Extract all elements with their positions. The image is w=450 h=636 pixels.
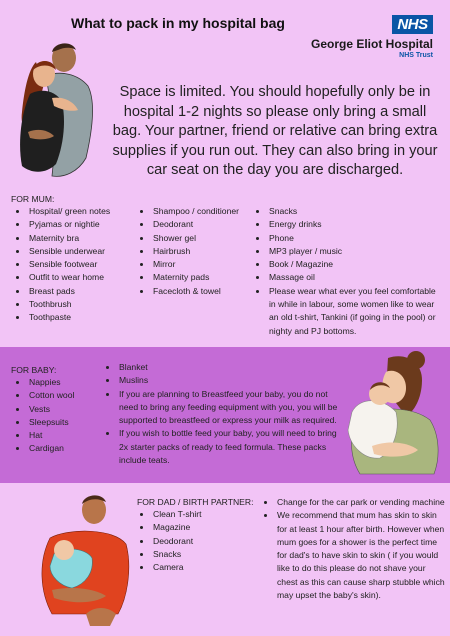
list-item: • Toothpaste [28,311,144,324]
list-item: • If you are planning to Breastfeed your baby, you do not need to bring any feeding equipment with you, you will be supported to breastfeed or express your milk as required. [118,388,348,428]
hospital-name: George Eliot Hospital [310,37,433,51]
list-item: • If you wish to bottle feed your baby, you will need to bring 2x starter packs of ready to feed formula. These packs include teats. [118,427,348,467]
nhs-logo: NHS [392,15,433,34]
list-item: • MP3 player / music [268,245,444,258]
list-item: • Vests [28,403,114,416]
list-item: • Shower gel [152,232,268,245]
list-item: • Please wear what ever you feel comfortable in while in labour, some women like to wear an old t-shirt, Tankini (if going in the pool) or nighty and PJ bottoms. [268,285,444,338]
dad-heading: FOR DAD / BIRTH PARTNER: [137,497,254,507]
page-title: What to pack in my hospital bag [71,15,285,31]
mother-holding-baby-icon [336,350,442,478]
list-item: • Facecloth & towel [152,285,268,298]
couple-embrace-icon [8,40,100,182]
list-item: • Hospital/ green notes [28,205,144,218]
list-item: • Deodorant [152,218,268,231]
list-item: • Cotton wool [28,389,114,402]
list-item: • Change for the car park or vending machine [276,496,446,509]
list-item: • Snacks [268,205,444,218]
list-item: • Hairbrush [152,245,268,258]
list-item: • Muslins [118,374,348,387]
list-item: • Toothbrush [28,298,144,311]
list-item: • Hat [28,429,114,442]
baby-list-col2 [104,361,348,467]
list-item: • Sleepsuits [28,416,114,429]
list-item: • Massage oil [268,271,444,284]
list-item: • Blanket [118,361,348,374]
list-item: • Clean T-shirt [152,508,266,521]
mum-list-col2 [138,205,268,298]
mum-heading: FOR MUM: [11,194,55,204]
trust-name: NHS Trust [399,52,433,59]
mum-list-col1 [14,205,144,325]
list-item: • Breast pads [28,285,144,298]
list-item: • Outfit to wear home [28,271,144,284]
list-item: • Cardigan [28,442,114,455]
list-item: • Mirror [152,258,268,271]
dad-list-col1 [138,508,266,574]
dad-list-col2 [262,496,446,602]
baby-list-col1 [14,376,114,456]
list-item: • Camera [152,561,266,574]
list-item: • Magazine [152,521,266,534]
list-item: • We recommend that mum has skin to skin for at least 1 hour after birth. However when mum goes for a shower is the perfect time for dad's to have skin to skin ( if you would like to do this please do not shave your chest as this can cause sharp stubble which may upset the baby's skin). [276,509,446,602]
list-item: • Book / Magazine [268,258,444,271]
list-item: • Energy drinks [268,218,444,231]
list-item: • Sensible underwear [28,245,144,258]
mum-list-col3 [254,205,444,338]
list-item: • Pyjamas or nightie [28,218,144,231]
list-item: • Deodorant [152,535,266,548]
intro-paragraph: Space is limited. You should hopefully only be in hospital 1-2 nights so please only bring a small bag. Your partner, friend or relative can bring extra supplies if you run out. They can also bring in your car seat on the day you are discharged. [112,84,438,178]
list-item: • Maternity bra [28,232,144,245]
list-item: • Shampoo / conditioner [152,205,268,218]
baby-heading: FOR BABY: [11,365,57,375]
list-item: • Sensible footwear [28,258,144,271]
list-item: • Maternity pads [152,271,268,284]
list-item: • Nappies [28,376,114,389]
father-holding-baby-icon [32,492,132,628]
list-item: • Phone [268,232,444,245]
list-item: • Snacks [152,548,266,561]
